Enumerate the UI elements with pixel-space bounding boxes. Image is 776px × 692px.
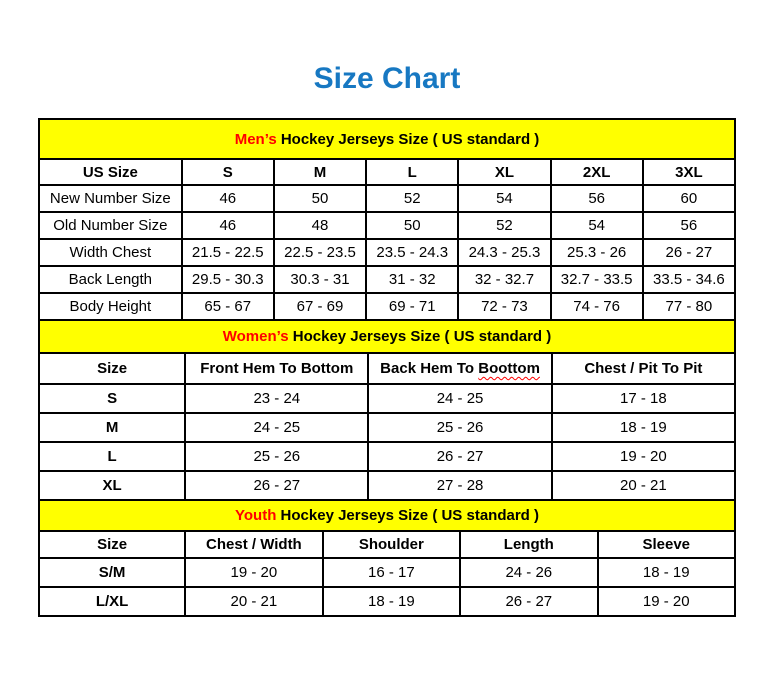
womens-section-header-row <box>39 320 735 353</box>
womens-header-size: Size <box>39 353 185 384</box>
youth-section-highlight: Youth <box>235 507 277 524</box>
cell: 32.7 - 33.5 <box>551 266 643 293</box>
cell: 69 - 71 <box>366 293 458 320</box>
mens-header-s: S <box>182 159 274 185</box>
cell: 72 - 73 <box>458 293 550 320</box>
cell: 31 - 32 <box>366 266 458 293</box>
mens-header-xl: XL <box>458 159 550 185</box>
row-label: XL <box>39 471 185 500</box>
cell: 30.3 - 31 <box>274 266 366 293</box>
cell: 24 - 25 <box>368 384 551 413</box>
youth-header-length: Length <box>460 531 597 558</box>
cell: 52 <box>366 185 458 212</box>
cell: 19 - 20 <box>598 587 735 616</box>
cell: 19 - 20 <box>185 558 322 587</box>
youth-header-sleeve: Sleeve <box>598 531 735 558</box>
cell: 56 <box>643 212 735 239</box>
mens-header-2xl: 2XL <box>551 159 643 185</box>
mens-section-title: Hockey Jerseys Size ( US standard ) <box>276 130 540 148</box>
table-row <box>39 587 735 616</box>
cell: 20 - 21 <box>552 471 735 500</box>
youth-section-title: Hockey Jerseys Size ( US standard ) <box>276 507 539 524</box>
cell: 19 - 20 <box>552 442 735 471</box>
table-row <box>39 239 735 266</box>
womens-header-front: Front Hem To Bottom <box>185 353 368 384</box>
youth-header-size: Size <box>39 531 185 558</box>
cell: 24.3 - 25.3 <box>458 239 550 266</box>
cell: 16 - 17 <box>323 558 460 587</box>
cell: 24 - 26 <box>460 558 597 587</box>
cell: 26 - 27 <box>368 442 551 471</box>
mens-header-us-size: US Size <box>39 159 182 185</box>
cell: 18 - 19 <box>552 413 735 442</box>
womens-header-back-prefix: Back Hem To <box>380 360 479 377</box>
cell: 46 <box>182 212 274 239</box>
page-title: Size Chart <box>313 62 461 95</box>
youth-section-header <box>39 500 735 531</box>
row-label: M <box>39 413 185 442</box>
table-row <box>39 558 735 587</box>
table-row <box>39 266 735 293</box>
womens-size-table <box>38 319 736 501</box>
cell: 54 <box>551 212 643 239</box>
row-label: Back Length <box>39 266 182 293</box>
table-row <box>39 212 735 239</box>
womens-header-chest: Chest / Pit To Pit <box>552 353 735 384</box>
youth-header-row <box>39 531 735 558</box>
youth-size-table <box>38 499 736 617</box>
cell: 22.5 - 23.5 <box>274 239 366 266</box>
row-label: S <box>39 384 185 413</box>
mens-header-m: M <box>274 159 366 185</box>
cell: 54 <box>458 185 550 212</box>
table-row <box>39 413 735 442</box>
cell: 25.3 - 26 <box>551 239 643 266</box>
row-label: L <box>39 442 185 471</box>
table-row <box>39 471 735 500</box>
cell: 18 - 19 <box>598 558 735 587</box>
mens-section-header <box>39 119 735 159</box>
womens-header-back-word: Boottom <box>478 360 540 377</box>
cell: 26 - 27 <box>185 471 368 500</box>
cell: 23.5 - 24.3 <box>366 239 458 266</box>
womens-header-row <box>39 353 735 384</box>
size-chart-tables <box>38 118 736 617</box>
cell: 52 <box>458 212 550 239</box>
row-label: S/M <box>39 558 185 587</box>
cell: 29.5 - 30.3 <box>182 266 274 293</box>
cell: 56 <box>551 185 643 212</box>
cell: 77 - 80 <box>643 293 735 320</box>
womens-section-highlight: Women’s <box>222 328 289 345</box>
cell: 26 - 27 <box>643 239 735 266</box>
mens-size-table <box>38 118 736 321</box>
table-row <box>39 185 735 212</box>
row-label: L/XL <box>39 587 185 616</box>
row-label: Width Chest <box>39 239 182 266</box>
mens-header-row <box>39 159 735 185</box>
cell: 25 - 26 <box>185 442 368 471</box>
mens-section-highlight: Men’s <box>234 130 277 148</box>
womens-section-header <box>39 320 735 353</box>
cell: 50 <box>274 185 366 212</box>
row-label: Body Height <box>39 293 182 320</box>
mens-section-header-row <box>39 119 735 159</box>
cell: 23 - 24 <box>185 384 368 413</box>
youth-section-header-row <box>39 500 735 531</box>
row-label: New Number Size <box>39 185 182 212</box>
table-row <box>39 384 735 413</box>
mens-header-l: L <box>366 159 458 185</box>
table-row <box>39 442 735 471</box>
cell: 20 - 21 <box>185 587 322 616</box>
cell: 17 - 18 <box>552 384 735 413</box>
cell: 33.5 - 34.6 <box>643 266 735 293</box>
womens-header-back <box>368 353 551 384</box>
cell: 25 - 26 <box>368 413 551 442</box>
row-label: Old Number Size <box>39 212 182 239</box>
cell: 48 <box>274 212 366 239</box>
cell: 18 - 19 <box>323 587 460 616</box>
cell: 21.5 - 22.5 <box>182 239 274 266</box>
cell: 50 <box>366 212 458 239</box>
cell: 26 - 27 <box>460 587 597 616</box>
table-row <box>39 293 735 320</box>
cell: 67 - 69 <box>274 293 366 320</box>
cell: 74 - 76 <box>551 293 643 320</box>
youth-header-shoulder: Shoulder <box>323 531 460 558</box>
youth-header-chest: Chest / Width <box>185 531 322 558</box>
cell: 27 - 28 <box>368 471 551 500</box>
cell: 65 - 67 <box>182 293 274 320</box>
womens-section-title: Hockey Jerseys Size ( US standard ) <box>288 328 552 345</box>
cell: 60 <box>643 185 735 212</box>
cell: 46 <box>182 185 274 212</box>
cell: 32 - 32.7 <box>458 266 550 293</box>
cell: 24 - 25 <box>185 413 368 442</box>
mens-header-3xl: 3XL <box>643 159 735 185</box>
